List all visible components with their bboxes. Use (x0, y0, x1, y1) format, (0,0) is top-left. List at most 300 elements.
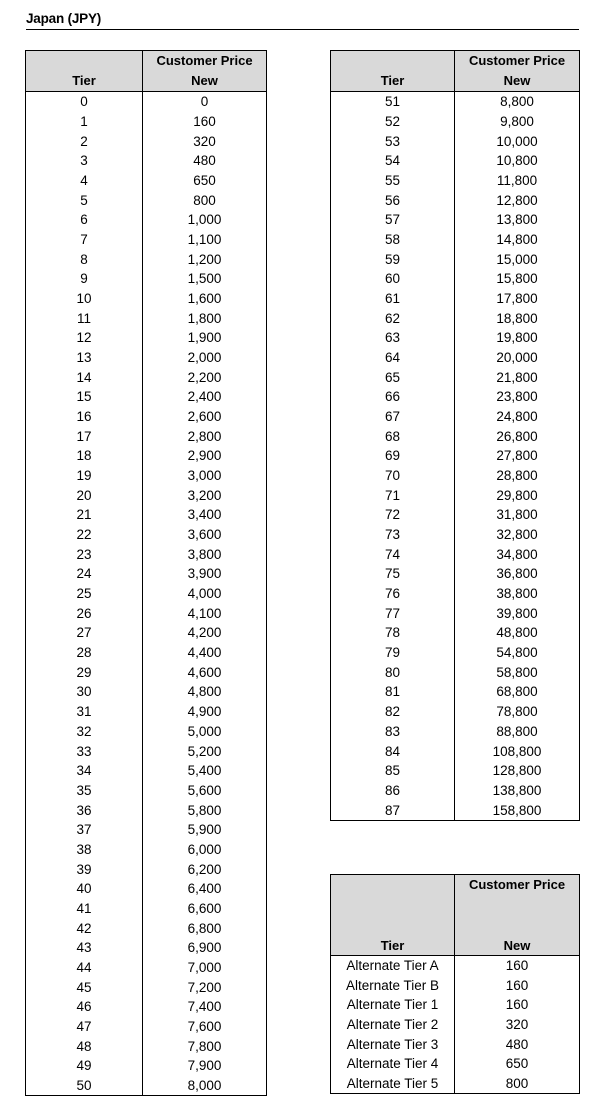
price-cell: 7,200 (143, 977, 267, 997)
table-row (331, 1054, 580, 1074)
table-row (26, 367, 267, 387)
tier-cell: 23 (26, 544, 143, 564)
tier-cell: 18 (26, 446, 143, 466)
table-row (26, 151, 267, 171)
table-row (331, 348, 580, 368)
tier-cell: Alternate Tier 4 (331, 1054, 455, 1074)
price-cell: 48,800 (455, 623, 580, 643)
tier-cell: 15 (26, 387, 143, 407)
price-cell: 3,800 (143, 544, 267, 564)
price-cell: 1,600 (143, 289, 267, 309)
table-row (26, 918, 267, 938)
tier-cell: 13 (26, 348, 143, 368)
price-cell: 18,800 (455, 308, 580, 328)
tier-cell: 65 (331, 367, 455, 387)
table-row (26, 308, 267, 328)
table-row (331, 800, 580, 820)
price-cell: 7,800 (143, 1036, 267, 1056)
header-new: New (455, 935, 580, 956)
tier-cell: 51 (331, 92, 455, 112)
price-cell: 4,100 (143, 603, 267, 623)
table-row (26, 859, 267, 879)
tier-cell: 17 (26, 426, 143, 446)
tier-cell: 63 (331, 328, 455, 348)
table-row (26, 328, 267, 348)
tier-cell: 52 (331, 112, 455, 132)
price-cell: 24,800 (455, 407, 580, 427)
tier-cell: 60 (331, 269, 455, 289)
table-row (26, 977, 267, 997)
table-row (331, 269, 580, 289)
price-cell: 27,800 (455, 446, 580, 466)
table-row (331, 1015, 580, 1035)
table-row (26, 1017, 267, 1037)
tier-cell: 8 (26, 249, 143, 269)
table-row (331, 662, 580, 682)
price-cell: 650 (455, 1054, 580, 1074)
price-cell: 36,800 (455, 564, 580, 584)
tier-cell: 57 (331, 210, 455, 230)
tier-cell: 30 (26, 682, 143, 702)
price-cell: 1,900 (143, 328, 267, 348)
price-cell: 58,800 (455, 662, 580, 682)
tier-cell: 11 (26, 308, 143, 328)
price-cell: 5,400 (143, 761, 267, 781)
price-cell: 128,800 (455, 761, 580, 781)
price-cell: 2,200 (143, 367, 267, 387)
price-cell: 32,800 (455, 525, 580, 545)
tier-cell: 2 (26, 131, 143, 151)
price-cell: 6,800 (143, 918, 267, 938)
table-row (26, 643, 267, 663)
tier-cell: Alternate Tier 2 (331, 1015, 455, 1035)
table-row (331, 210, 580, 230)
tier-cell: 38 (26, 840, 143, 860)
tier-cell: 10 (26, 289, 143, 309)
table-row (331, 1034, 580, 1054)
tier-cell: 54 (331, 151, 455, 171)
price-cell: 39,800 (455, 603, 580, 623)
table-row (26, 761, 267, 781)
header-blank (331, 875, 455, 936)
price-cell: 7,000 (143, 958, 267, 978)
price-cell: 7,900 (143, 1056, 267, 1076)
price-cell: 2,800 (143, 426, 267, 446)
table-row (26, 564, 267, 584)
tier-cell: 80 (331, 662, 455, 682)
table-row (26, 1076, 267, 1096)
tier-cell: Alternate Tier 1 (331, 995, 455, 1015)
price-cell: 54,800 (455, 643, 580, 663)
price-cell: 26,800 (455, 426, 580, 446)
price-cell: 3,400 (143, 505, 267, 525)
tier-cell: 32 (26, 722, 143, 742)
price-cell: 4,900 (143, 702, 267, 722)
price-cell: 19,800 (455, 328, 580, 348)
table-row (26, 387, 267, 407)
price-cell: 6,600 (143, 899, 267, 919)
tier-cell: 48 (26, 1036, 143, 1056)
price-cell: 5,800 (143, 800, 267, 820)
table-row (26, 407, 267, 427)
header-new: New (143, 71, 267, 92)
table-row (26, 662, 267, 682)
price-cell: 15,000 (455, 249, 580, 269)
table-row (26, 702, 267, 722)
price-cell: 9,800 (455, 112, 580, 132)
price-cell: 1,200 (143, 249, 267, 269)
tier-cell: 67 (331, 407, 455, 427)
price-cell: 5,900 (143, 820, 267, 840)
tier-cell: 69 (331, 446, 455, 466)
table-row (26, 840, 267, 860)
price-cell: 3,200 (143, 485, 267, 505)
table-row (26, 899, 267, 919)
price-cell: 78,800 (455, 702, 580, 722)
table-row (26, 269, 267, 289)
table-row (26, 289, 267, 309)
tier-cell: 21 (26, 505, 143, 525)
table-row (26, 210, 267, 230)
table-row (331, 603, 580, 623)
tier-cell: 82 (331, 702, 455, 722)
table-row (331, 584, 580, 604)
price-cell: 4,000 (143, 584, 267, 604)
table-row (26, 230, 267, 250)
tier-cell: 76 (331, 584, 455, 604)
tier-cell: 34 (26, 761, 143, 781)
tier-cell: Alternate Tier 3 (331, 1034, 455, 1054)
tier-cell: 59 (331, 249, 455, 269)
table-row (331, 505, 580, 525)
tier-cell: 85 (331, 761, 455, 781)
price-cell: 320 (455, 1015, 580, 1035)
tier-cell: 77 (331, 603, 455, 623)
tier-cell: 36 (26, 800, 143, 820)
tier-cell: 33 (26, 741, 143, 761)
tier-cell: 40 (26, 879, 143, 899)
table-row (331, 151, 580, 171)
table-row (26, 112, 267, 132)
table-row (331, 230, 580, 250)
table-row (331, 525, 580, 545)
tier-cell: 41 (26, 899, 143, 919)
tier-cell: 19 (26, 466, 143, 486)
tier-cell: 86 (331, 781, 455, 801)
table-row (331, 722, 580, 742)
price-cell: 17,800 (455, 289, 580, 309)
table-row (331, 466, 580, 486)
tier-cell: Alternate Tier 5 (331, 1074, 455, 1094)
price-cell: 160 (455, 995, 580, 1015)
table-row (26, 1036, 267, 1056)
price-cell: 5,200 (143, 741, 267, 761)
table-row (26, 800, 267, 820)
tier-cell: 3 (26, 151, 143, 171)
tier-cell: 70 (331, 466, 455, 486)
price-cell: 3,900 (143, 564, 267, 584)
table-row (26, 997, 267, 1017)
table-row (331, 761, 580, 781)
table-row (331, 131, 580, 151)
table-row (26, 131, 267, 151)
price-cell: 4,800 (143, 682, 267, 702)
table-row (26, 584, 267, 604)
header-blank (331, 51, 455, 72)
price-cell: 6,900 (143, 938, 267, 958)
price-cell: 1,100 (143, 230, 267, 250)
tier-cell: 22 (26, 525, 143, 545)
price-cell: 34,800 (455, 544, 580, 564)
price-cell: 2,000 (143, 348, 267, 368)
price-cell: 1,500 (143, 269, 267, 289)
tier-cell: 43 (26, 938, 143, 958)
tier-cell: 83 (331, 722, 455, 742)
tier-cell: 81 (331, 682, 455, 702)
price-cell: 4,600 (143, 662, 267, 682)
table-row (26, 348, 267, 368)
tier-cell: 75 (331, 564, 455, 584)
tier-cell: 9 (26, 269, 143, 289)
tier-cell: 58 (331, 230, 455, 250)
price-cell: 7,400 (143, 997, 267, 1017)
tier-cell: 42 (26, 918, 143, 938)
price-cell: 1,000 (143, 210, 267, 230)
table-row (26, 92, 267, 112)
table-row (26, 505, 267, 525)
price-cell: 10,000 (455, 131, 580, 151)
table-row (331, 249, 580, 269)
price-cell: 2,400 (143, 387, 267, 407)
table-row (26, 603, 267, 623)
tier-cell: 46 (26, 997, 143, 1017)
table-row (331, 407, 580, 427)
table-row (26, 171, 267, 191)
price-cell: 29,800 (455, 485, 580, 505)
price-cell: 2,900 (143, 446, 267, 466)
price-cell: 68,800 (455, 682, 580, 702)
table-row (331, 995, 580, 1015)
price-cell: 20,000 (455, 348, 580, 368)
table-row (331, 781, 580, 801)
price-table-alternate-tiers (330, 874, 580, 1094)
price-cell: 3,000 (143, 466, 267, 486)
header-tier: Tier (331, 71, 455, 92)
table-row (331, 564, 580, 584)
table-row (331, 956, 580, 976)
price-cell: 14,800 (455, 230, 580, 250)
table-row (26, 485, 267, 505)
table-row (26, 781, 267, 801)
price-cell: 800 (143, 190, 267, 210)
price-cell: 5,600 (143, 781, 267, 801)
table-row (331, 426, 580, 446)
tier-cell: 5 (26, 190, 143, 210)
price-cell: 158,800 (455, 800, 580, 820)
tier-cell: 6 (26, 210, 143, 230)
price-cell: 800 (455, 1074, 580, 1094)
tier-cell: 27 (26, 623, 143, 643)
tier-cell: 47 (26, 1017, 143, 1037)
price-cell: 160 (455, 956, 580, 976)
tier-cell: 24 (26, 564, 143, 584)
table-row (26, 938, 267, 958)
price-cell: 160 (143, 112, 267, 132)
table-row (26, 466, 267, 486)
tier-cell: 14 (26, 367, 143, 387)
price-cell: 6,200 (143, 859, 267, 879)
tier-cell: 79 (331, 643, 455, 663)
header-new: New (455, 71, 580, 92)
price-cell: 7,600 (143, 1017, 267, 1037)
price-cell: 8,000 (143, 1076, 267, 1096)
header-tier: Tier (331, 935, 455, 956)
table-row (331, 171, 580, 191)
price-cell: 88,800 (455, 722, 580, 742)
price-cell: 4,200 (143, 623, 267, 643)
price-table-tiers-51-87 (330, 50, 580, 821)
price-cell: 6,000 (143, 840, 267, 860)
tier-cell: 12 (26, 328, 143, 348)
tier-cell: Alternate Tier A (331, 956, 455, 976)
table-row (26, 544, 267, 564)
price-cell: 11,800 (455, 171, 580, 191)
price-cell: 108,800 (455, 741, 580, 761)
price-cell: 8,800 (455, 92, 580, 112)
price-cell: 160 (455, 976, 580, 996)
price-cell: 15,800 (455, 269, 580, 289)
price-cell: 3,600 (143, 525, 267, 545)
tier-cell: 28 (26, 643, 143, 663)
table-row (331, 623, 580, 643)
tier-cell: 71 (331, 485, 455, 505)
table-row (331, 544, 580, 564)
price-cell: 2,600 (143, 407, 267, 427)
tier-cell: 73 (331, 525, 455, 545)
tier-cell: 68 (331, 426, 455, 446)
tier-cell: 87 (331, 800, 455, 820)
tier-cell: 62 (331, 308, 455, 328)
tier-cell: 4 (26, 171, 143, 191)
price-cell: 1,800 (143, 308, 267, 328)
table-row (26, 1056, 267, 1076)
table-row (26, 741, 267, 761)
table-row (26, 958, 267, 978)
price-cell: 38,800 (455, 584, 580, 604)
price-cell: 6,400 (143, 879, 267, 899)
price-cell: 13,800 (455, 210, 580, 230)
tier-cell: 35 (26, 781, 143, 801)
table-row (26, 190, 267, 210)
tier-cell: 49 (26, 1056, 143, 1076)
tier-cell: 45 (26, 977, 143, 997)
tier-cell: 66 (331, 387, 455, 407)
table-row (331, 112, 580, 132)
tier-cell: 50 (26, 1076, 143, 1096)
header-tier: Tier (26, 71, 143, 92)
header-blank (26, 51, 143, 72)
tier-cell: 72 (331, 505, 455, 525)
table-row (331, 1074, 580, 1094)
table-row (26, 249, 267, 269)
table-row (331, 976, 580, 996)
price-cell: 28,800 (455, 466, 580, 486)
tier-cell: 0 (26, 92, 143, 112)
tier-cell: 53 (331, 131, 455, 151)
price-cell: 31,800 (455, 505, 580, 525)
table-row (331, 682, 580, 702)
table-row (26, 525, 267, 545)
table-row (26, 682, 267, 702)
header-customer-price: Customer Price (143, 51, 267, 72)
table-row (331, 190, 580, 210)
tier-cell: 44 (26, 958, 143, 978)
header-customer-price: Customer Price (455, 875, 580, 936)
tier-cell: 64 (331, 348, 455, 368)
price-cell: 650 (143, 171, 267, 191)
tier-cell: 61 (331, 289, 455, 309)
price-cell: 4,400 (143, 643, 267, 663)
table-row (331, 367, 580, 387)
tier-cell: 7 (26, 230, 143, 250)
price-cell: 12,800 (455, 190, 580, 210)
tier-cell: 26 (26, 603, 143, 623)
table-row (26, 446, 267, 466)
price-cell: 10,800 (455, 151, 580, 171)
table-row (331, 741, 580, 761)
tier-cell: 56 (331, 190, 455, 210)
table-row (331, 446, 580, 466)
table-row (331, 485, 580, 505)
page-title: Japan (JPY) (26, 11, 579, 30)
price-cell: 21,800 (455, 367, 580, 387)
tier-cell: Alternate Tier B (331, 976, 455, 996)
table-row (26, 623, 267, 643)
table-row (331, 387, 580, 407)
table-row (26, 820, 267, 840)
price-table-tiers-0-50 (25, 50, 267, 1096)
price-cell: 480 (143, 151, 267, 171)
table-row (331, 308, 580, 328)
tier-cell: 74 (331, 544, 455, 564)
tier-cell: 1 (26, 112, 143, 132)
price-cell: 23,800 (455, 387, 580, 407)
tier-cell: 16 (26, 407, 143, 427)
table-row (331, 702, 580, 722)
table-row (26, 722, 267, 742)
price-cell: 480 (455, 1034, 580, 1054)
tier-cell: 55 (331, 171, 455, 191)
table-row (331, 92, 580, 112)
tier-cell: 25 (26, 584, 143, 604)
price-cell: 5,000 (143, 722, 267, 742)
tier-cell: 39 (26, 859, 143, 879)
price-cell: 320 (143, 131, 267, 151)
price-cell: 0 (143, 92, 267, 112)
tier-cell: 84 (331, 741, 455, 761)
tier-cell: 78 (331, 623, 455, 643)
table-row (331, 643, 580, 663)
table-row (331, 289, 580, 309)
tier-cell: 20 (26, 485, 143, 505)
tier-cell: 37 (26, 820, 143, 840)
table-row (26, 879, 267, 899)
tier-cell: 29 (26, 662, 143, 682)
price-cell: 138,800 (455, 781, 580, 801)
table-row (331, 328, 580, 348)
tier-cell: 31 (26, 702, 143, 722)
table-row (26, 426, 267, 446)
